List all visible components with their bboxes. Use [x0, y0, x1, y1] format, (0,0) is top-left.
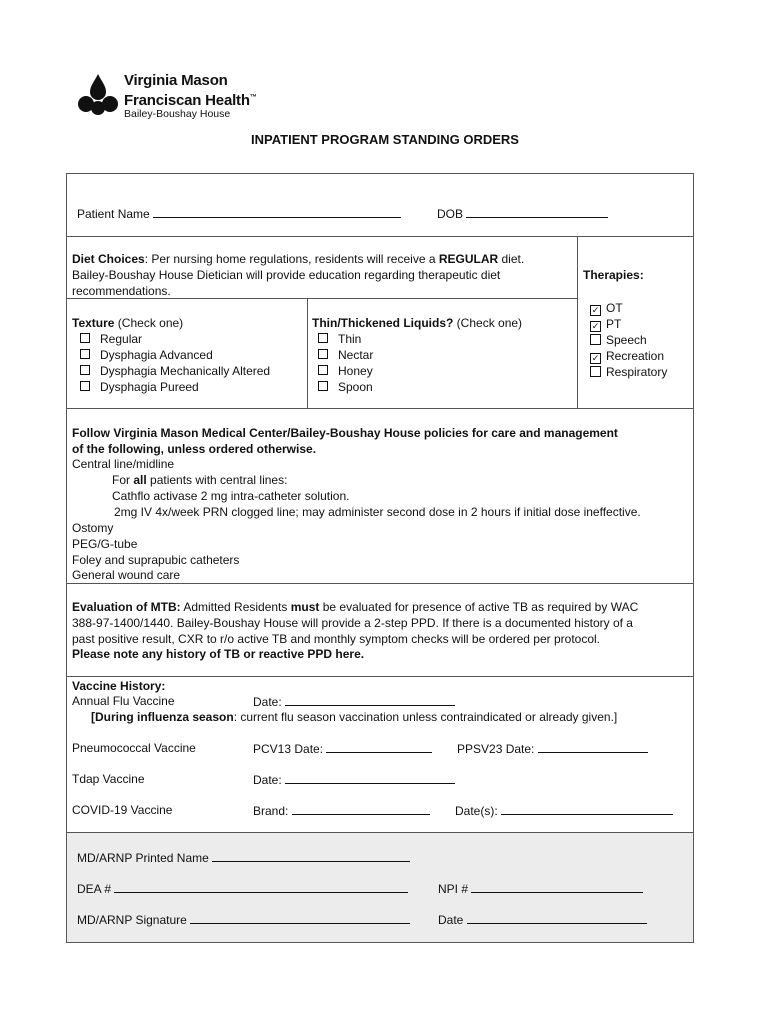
- dob-field[interactable]: DOB: [437, 206, 608, 223]
- policy-cathflo: Cathflo activase 2 mg intra-catheter solution.: [112, 489, 350, 503]
- texture-option-dysphagia-advanced[interactable]: Dysphagia Advanced: [80, 348, 213, 364]
- flu-date-field[interactable]: Date:: [253, 694, 455, 711]
- policy-peg: PEG/G-tube: [72, 537, 138, 551]
- flu-note: [During influenza season: current flu season vaccination unless contraindicated or already given.]: [91, 710, 618, 724]
- policy-wound: General wound care: [72, 568, 181, 582]
- checkbox[interactable]: [80, 381, 90, 391]
- patient-name-field[interactable]: Patient Name: [77, 206, 401, 223]
- liquids-option-nectar[interactable]: Nectar: [318, 348, 373, 364]
- pcv13-date-field[interactable]: PCV13 Date:: [253, 741, 432, 758]
- divider: [66, 832, 694, 833]
- therapies-heading: Therapies:: [583, 268, 644, 282]
- texture-option-regular[interactable]: Regular: [80, 332, 142, 348]
- checked-checkbox-icon[interactable]: ✓: [591, 353, 600, 363]
- divider: [307, 298, 308, 408]
- therapy-ot[interactable]: ✓ OT: [591, 301, 623, 315]
- org-name-line3: Bailey-Boushay House: [124, 108, 231, 120]
- diet-choices-line2: Bailey-Boushay House Dietician will provide education regarding therapeutic diet: [72, 268, 501, 282]
- mtb-line2: 388-97-1400/1440. Bailey-Boushay House will provide a 2-step PPD. If there is a documented history of a: [72, 616, 633, 630]
- texture-option-mechanically-altered[interactable]: Dysphagia Mechanically Altered: [80, 364, 270, 380]
- signature-date-field[interactable]: Date: [438, 912, 647, 929]
- divider: [577, 236, 578, 408]
- policy-central-line: Central line/midline: [72, 457, 175, 471]
- tdap-label: Tdap Vaccine: [72, 772, 145, 786]
- therapy-speech[interactable]: Speech: [590, 333, 647, 349]
- policies-heading-line2: of the following, unless ordered otherwise.: [72, 442, 317, 456]
- liquids-option-thin[interactable]: Thin: [318, 332, 361, 348]
- checkbox[interactable]: [80, 349, 90, 359]
- mtb-line3: past positive result, CXR to r/o active TB and monthly symptom checks will be ordered per protocol.: [72, 632, 601, 646]
- covid-brand-field[interactable]: Brand:: [253, 803, 430, 820]
- policy-foley: Foley and suprapubic catheters: [72, 553, 240, 567]
- therapy-respiratory[interactable]: Respiratory: [590, 365, 667, 381]
- virginia-mason-logo-icon: [78, 72, 124, 118]
- liquids-option-spoon[interactable]: Spoon: [318, 380, 373, 396]
- checked-checkbox-icon[interactable]: ✓: [591, 321, 600, 331]
- ppsv23-date-field[interactable]: PPSV23 Date:: [457, 741, 648, 758]
- liquids-option-honey[interactable]: Honey: [318, 364, 373, 380]
- checkbox[interactable]: [318, 349, 328, 359]
- org-name-line1: Virginia Mason: [124, 72, 228, 89]
- checkbox[interactable]: [80, 365, 90, 375]
- therapy-pt[interactable]: ✓ PT: [591, 317, 622, 331]
- npi-field[interactable]: NPI #: [438, 881, 643, 898]
- texture-option-pureed[interactable]: Dysphagia Pureed: [80, 380, 199, 396]
- policy-ostomy: Ostomy: [72, 521, 114, 535]
- org-name-line2: Franciscan Health™: [124, 92, 257, 109]
- covid-label: COVID-19 Vaccine: [72, 803, 173, 817]
- divider: [66, 676, 694, 677]
- checkbox[interactable]: [318, 381, 328, 391]
- divider: [66, 236, 694, 237]
- page-title: INPATIENT PROGRAM STANDING ORDERS: [251, 132, 519, 147]
- liquids-heading: Thin/Thickened Liquids? (Check one): [312, 316, 523, 330]
- vaccine-heading: Vaccine History:: [72, 679, 166, 693]
- printed-name-field[interactable]: MD/ARNP Printed Name: [77, 850, 410, 867]
- divider: [66, 408, 694, 409]
- signature-field[interactable]: MD/ARNP Signature: [77, 912, 410, 929]
- flu-vaccine-label: Annual Flu Vaccine: [72, 694, 175, 708]
- divider: [307, 298, 577, 299]
- diet-choices-line3: recommendations.: [72, 284, 171, 298]
- pneumo-label: Pneumococcal Vaccine: [72, 741, 196, 755]
- policy-central-line-all: For all patients with central lines:: [112, 473, 288, 487]
- checkbox[interactable]: [318, 333, 328, 343]
- checkbox[interactable]: [590, 334, 601, 345]
- therapy-recreation[interactable]: ✓ Recreation: [591, 349, 665, 363]
- policies-heading-line1: Follow Virginia Mason Medical Center/Bailey-Boushay House policies for care and management: [72, 426, 618, 440]
- mtb-line1: Evaluation of MTB: Admitted Residents must be evaluated for presence of active TB as required by WAC: [72, 600, 639, 614]
- dea-field[interactable]: DEA #: [77, 881, 408, 898]
- checkbox[interactable]: [318, 365, 328, 375]
- checked-checkbox-icon[interactable]: ✓: [591, 305, 600, 315]
- mtb-line4: Please note any history of TB or reactive PPD here.: [72, 647, 365, 661]
- checkbox[interactable]: [590, 366, 601, 377]
- tdap-date-field[interactable]: Date:: [253, 772, 455, 789]
- diet-choices-line1: Diet Choices: Per nursing home regulations, residents will receive a REGULAR diet.: [72, 252, 525, 266]
- policy-iv: 2mg IV 4x/week PRN clogged line; may administer second dose in 2 hours if initial dose ineffective.: [114, 505, 641, 519]
- checkbox[interactable]: [80, 333, 90, 343]
- covid-dates-field[interactable]: Date(s):: [455, 803, 673, 820]
- texture-heading: Texture (Check one): [72, 316, 184, 330]
